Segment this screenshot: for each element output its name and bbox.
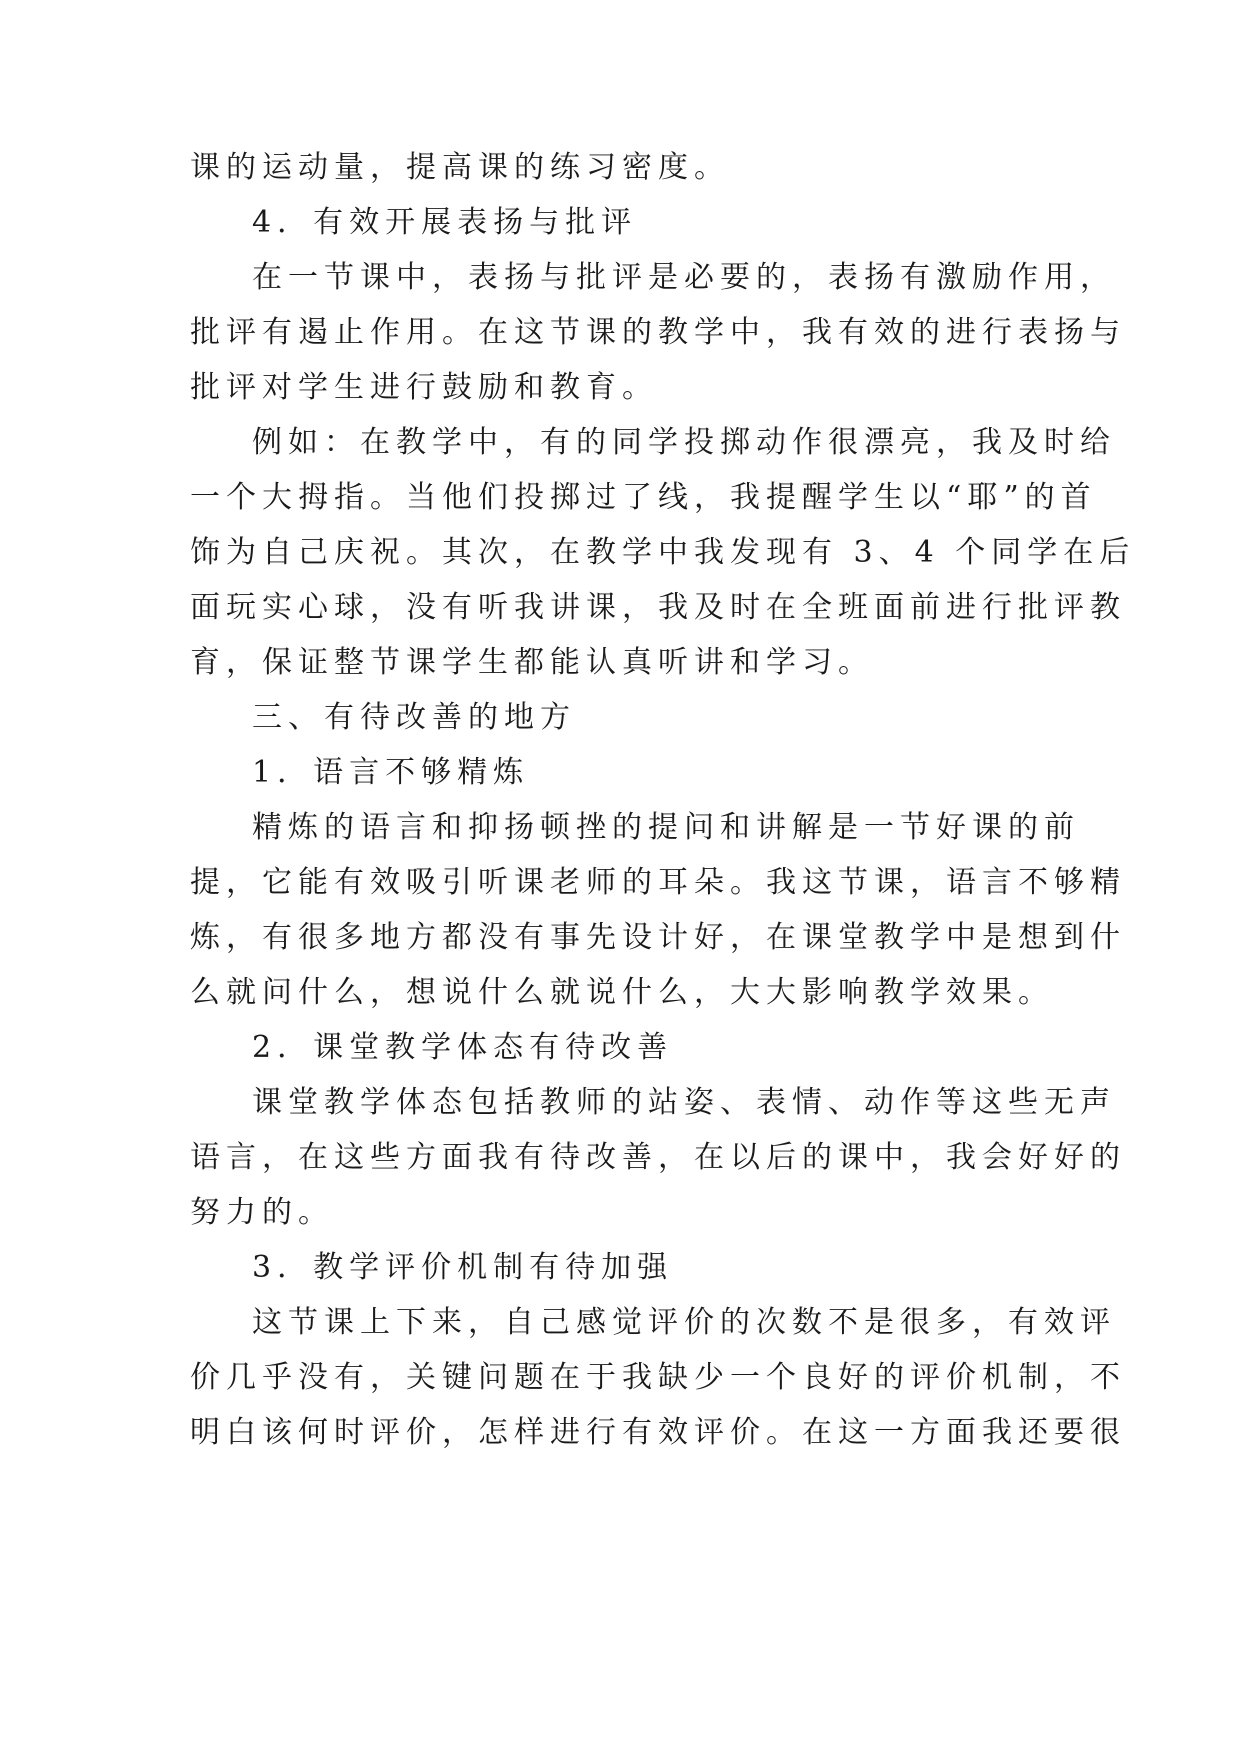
- text-line: 面玩实心球，没有听我讲课，我及时在全班面前进行批评教: [190, 590, 1126, 625]
- text-line: 提，它能有效吸引听课老师的耳朵。我这节课，语言不够精: [190, 865, 1126, 900]
- text-line: 育，保证整节课学生都能认真听讲和学习。: [190, 645, 874, 680]
- text-line: 精炼的语言和抑扬顿挫的提问和讲解是一节好课的前: [252, 810, 1080, 845]
- text-line: 饰为自己庆祝。其次，在教学中我发现有 3、4 个同学在后: [190, 535, 1136, 570]
- section-heading: 3．教学评价机制有待加强: [252, 1250, 674, 1285]
- text-line: 努力的。: [190, 1195, 334, 1230]
- section-heading: 1．语言不够精炼: [252, 755, 530, 790]
- text-line: 课堂教学体态包括教师的站姿、表情、动作等这些无声: [252, 1085, 1116, 1120]
- text-line: 课的运动量，提高课的练习密度。: [190, 150, 730, 185]
- text-line: 炼，有很多地方都没有事先设计好，在课堂教学中是想到什: [190, 920, 1126, 955]
- text-line: 在一节课中，表扬与批评是必要的，表扬有激励作用，: [252, 260, 1116, 295]
- text-line: 语言，在这些方面我有待改善，在以后的课中，我会好好的: [190, 1140, 1126, 1175]
- text-line: 例如：在教学中，有的同学投掷动作很漂亮，我及时给: [252, 425, 1116, 460]
- section-heading: 三、有待改善的地方: [252, 700, 576, 735]
- text-line: 批评有遏止作用。在这节课的教学中，我有效的进行表扬与: [190, 315, 1126, 350]
- section-heading: 4．有效开展表扬与批评: [252, 205, 638, 240]
- text-line: 这节课上下来，自己感觉评价的次数不是很多，有效评: [252, 1305, 1116, 1340]
- text-line: 价几乎没有，关键问题在于我缺少一个良好的评价机制，不: [190, 1360, 1126, 1395]
- text-line: 一个大拇指。当他们投掷过了线，我提醒学生以“耶”的首: [190, 480, 1097, 515]
- text-line: 明白该何时评价，怎样进行有效评价。在这一方面我还要很: [190, 1415, 1126, 1450]
- section-heading: 2．课堂教学体态有待改善: [252, 1030, 674, 1065]
- text-line: 么就问什么，想说什么就说什么，大大影响教学效果。: [190, 975, 1054, 1010]
- text-line: 批评对学生进行鼓励和教育。: [190, 370, 658, 405]
